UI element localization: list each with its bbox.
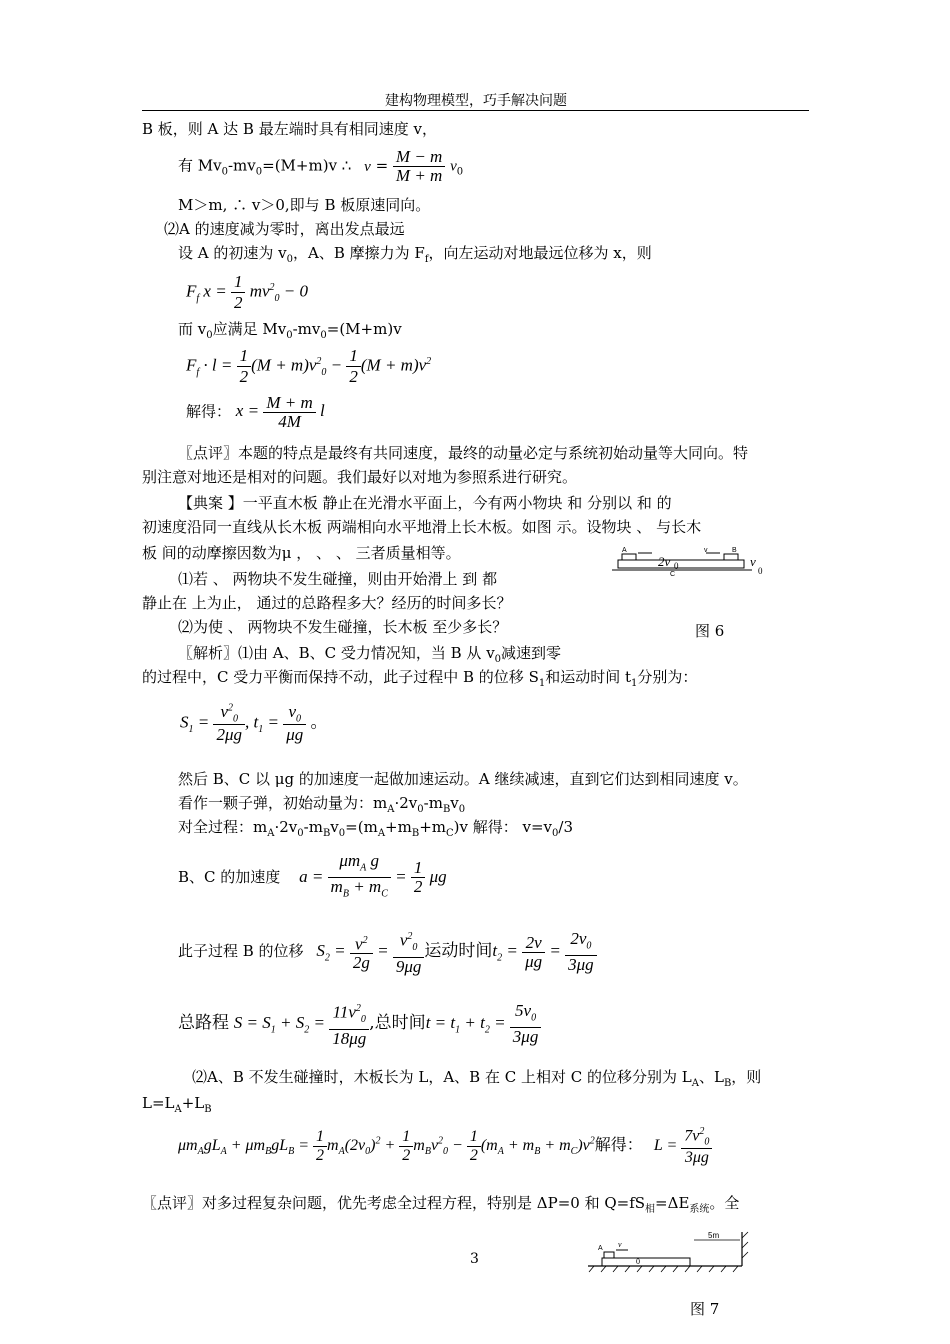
comment-line: 〖点评〗对多过程复杂问题，优先考虑全过程方程，特别是 ΔP=0 和 $Q=fS_相=\Delta E_{系统}$。全 (142, 1194, 740, 1215)
page-number: 3 (470, 1251, 479, 1267)
svg-text:A: A (622, 547, 627, 554)
text-line: ⑵A 的速度减为零时，离出发点最远 (164, 220, 405, 238)
equation-momentum: 有 $Mv_0-mv_0=(M+m)v$ ∴ v = $\frac{M - m}{M + m}$ $v_0$ (178, 147, 464, 185)
solution-line: 总路程 $S = S_1 + S_2$ = $\frac{11v^2_0}{18\mu g}$ ,总时间$t = t_1 + t_2$ = $\frac{5v_0}{3\mu g}$ (178, 1000, 541, 1048)
svg-text:5m: 5m (708, 1231, 720, 1240)
text-line: 而 $v_0$应满足 $Mv_0-mv_0=(M+m)v$ (178, 320, 402, 341)
figure-7-caption: 图 7 (690, 1300, 720, 1318)
comment-line: 别注意对地还是相对的问题。我们最好以对地为参照系进行研究。 (142, 468, 578, 486)
equation-length: $\mu m_AgL_A + \mu m_BgL_B$ = $\frac{1}{2}$ $m_A(2v_0)^2$ + $\frac{1}{2}$ $m_Bv^2_0$ − $\frac{1}{2}$ $(m_A + m_B + m_C)v^2$解得： L = $\frac{7v^2_0}{3\mu g}$ (178, 1126, 712, 1167)
figure-6 (612, 546, 772, 586)
page-header: 建构物理模型，巧手解决问题 (385, 93, 567, 109)
text-line: B 板，则 A 达 B 最左端时具有相同速度 v， (142, 120, 437, 138)
svg-text:A: A (598, 1245, 603, 1252)
comment-line: 〖点评〗本题的特点是最终有共同速度，最终的动量必定与系统初始动量等大同向。特 (178, 444, 749, 462)
example-line: ⑴若 、 两物块不发生碰撞，则由开始滑上 到 都 (178, 570, 498, 588)
example-line: 【典案 】一平直木板 静止在光滑水平面上，今有两小物块 和 分别以 和 的 (178, 494, 672, 512)
svg-text:v: v (704, 547, 708, 554)
header-rule (142, 110, 809, 111)
text-line: 设 A 的初速为 $v_0$，A、B 摩擦力为 $F_f$，向左运动对地最远位移为 x，则 (178, 244, 652, 265)
figure-6-caption: 图 6 (695, 622, 725, 640)
solution-line: $L=L_A+L_B$ (142, 1094, 212, 1115)
solution-line: 对全过程：$m_A\cdot 2v_0-m_Bv_0=(m_A+m_B+m_C)v$ 解得： $v=v_0/3$ (178, 818, 574, 839)
solution-line: 此子过程 B 的位移 $S_2$ = $\frac{v^2}{2g}$ = $\frac{v^2_0}{9\mu g}$ 运动时间$t_2$ = $\frac{2v}{\mu g}$ = $\frac{2v_0}{3\mu g}$ (178, 928, 597, 976)
solution-line: ⑵A、B 不发生碰撞时，木板长为 L，A、B 在 C 上相对 C 的位移分别为 $L_A$、$L_B$，则 (192, 1068, 762, 1089)
solution-line: 看作一颗子弹，初始动量为：$m_A\cdot 2v_0-m_Bv_0$ (178, 794, 466, 815)
svg-text:B: B (732, 547, 737, 554)
svg-text:0: 0 (758, 566, 763, 576)
svg-text:0: 0 (636, 1257, 640, 1266)
example-line: 初速度沿同一直线从长木板 两端相向水平地滑上长木板。如图 示。设物块 、 与长木 (142, 518, 702, 536)
board-diagram (612, 546, 772, 586)
solution-line: 解得： x = $\frac{M + m}{4M}$ l (186, 393, 325, 431)
example-line: 板 间的动摩擦因数为μ ， 、 、 三者质量相等。 (142, 544, 461, 562)
solution-line: 然后 B、C 以 μg 的加速度一起做加速运动。A 继续减速，直到它们达到相同速度 v。 (178, 770, 748, 788)
svg-text:v: v (618, 1240, 622, 1249)
svg-text:0: 0 (674, 561, 679, 571)
equation-s1-t1: $S_1$ = $\frac{v^2_0}{2\mu g}$ , $t_1$ = $\frac{v_0}{\mu g}$ 。 (180, 702, 328, 745)
solution-line: 的过程中，C 受力平衡而保持不动，此子过程中 B 的位移 $S_1$和运动时间 $t_1$分别为： (142, 668, 698, 689)
svg-text:2v: 2v (658, 554, 671, 569)
equation-work: $F_f$ x = $\frac{1}{2}$ $mv^2_0 - 0$ (186, 272, 309, 312)
wall-diagram (584, 1228, 754, 1274)
figure-7 (584, 1228, 754, 1274)
example-line: ⑵为使 、 两物块不发生碰撞，长木板 至少多长？ (178, 618, 508, 636)
solution-line: 〖解析〗⑴由 A、B、C 受力情况知，当 B 从 $v_0$减速到零 (178, 644, 562, 665)
svg-text:C: C (670, 571, 676, 578)
text-line: M＞m, ∴ v＞0,即与 B 板原速同向。 (178, 196, 431, 214)
solution-line: B、C 的加速度 a = $\frac{\mu m_A g}{m_B + m_C}$ = $\frac{1}{2}$ μg (178, 851, 447, 900)
example-line: 静止在 上为止， 通过的总路程多大？经历的时间多长？ (142, 594, 512, 612)
svg-text:v: v (750, 554, 756, 569)
equation-energy: $F_f \cdot l$ = $\frac{1}{2}$ $(M + m)v^2_0$ − $\frac{1}{2}$ $(M + m)v^2$ (186, 346, 432, 386)
